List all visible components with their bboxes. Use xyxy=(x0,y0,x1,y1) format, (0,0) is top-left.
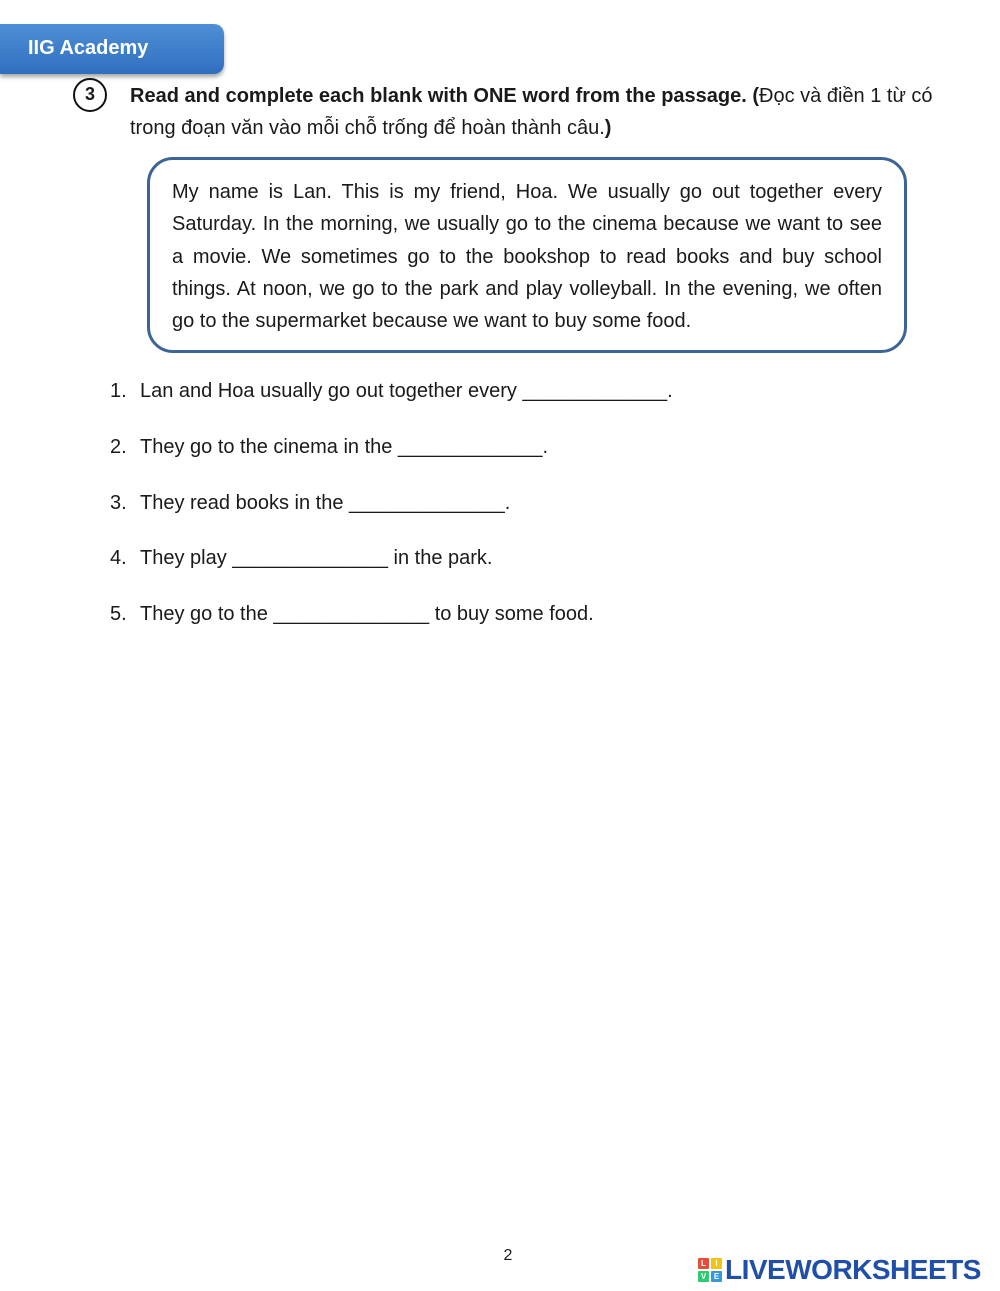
question-number: 2. xyxy=(110,435,127,458)
exercise-instruction xyxy=(130,80,950,144)
question-text: They play ______________ in the park. xyxy=(140,547,493,570)
logo-letter: I xyxy=(711,1258,722,1269)
live-grid-icon xyxy=(698,1258,722,1282)
question-text: They go to the ______________ to buy some food. xyxy=(140,603,594,626)
logo-letter: V xyxy=(698,1271,709,1282)
instruction-vietnamese: Đọc và điền 1 từ có trong đoạn văn vào mỗi chỗ trống để hoàn thành câu. xyxy=(130,85,933,139)
question-text: They go to the cinema in the _____________. xyxy=(140,435,549,458)
question-number: 4. xyxy=(110,547,127,570)
instruction-close-paren: ) xyxy=(604,117,612,139)
question-item[interactable] xyxy=(110,540,673,576)
brand-tab xyxy=(0,24,224,74)
question-item[interactable] xyxy=(110,373,673,409)
logo-wordmark: LIVEWORKSHEETS xyxy=(725,1254,981,1285)
liveworksheets-logo[interactable] xyxy=(698,1254,981,1286)
question-text: Lan and Hoa usually go out together every _____________. xyxy=(140,380,673,402)
brand-label: IIG Academy xyxy=(28,37,149,59)
exercise-number-badge xyxy=(73,78,107,112)
exercise-number: 3 xyxy=(84,84,95,104)
question-number: 5. xyxy=(110,603,127,626)
logo-letter: E xyxy=(711,1271,722,1282)
question-number: 1. xyxy=(110,380,127,402)
question-text: They read books in the ______________. xyxy=(140,491,511,514)
passage-text: My name is Lan. This is my friend, Hoa. We usually go out together every Saturday. In the morning, we usually go to the cinema because we want to see a movie. We sometimes go to the bookshop to read books and buy school things. At noon, we go to the park and play volleyball. In the evening, we often go to the supermarket because we want to buy some food. xyxy=(172,181,882,333)
passage-box xyxy=(147,157,907,353)
logo-letter: L xyxy=(698,1258,709,1269)
page-number: 2 xyxy=(503,1247,513,1264)
question-item[interactable] xyxy=(110,596,673,632)
instruction-english: Read and complete each blank with ONE word from the passage. ( xyxy=(130,85,760,107)
question-item[interactable] xyxy=(110,485,673,521)
question-list xyxy=(110,373,673,652)
question-item[interactable] xyxy=(110,429,673,465)
question-number: 3. xyxy=(110,491,127,514)
